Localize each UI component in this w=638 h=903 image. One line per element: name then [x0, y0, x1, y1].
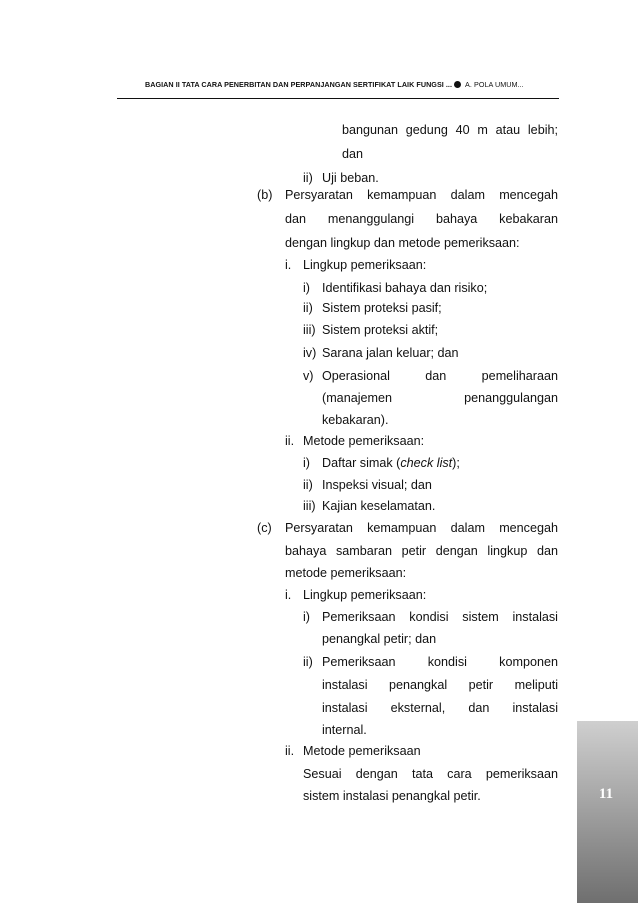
- text-line: kebakaran).: [322, 413, 389, 427]
- text-line: instalasi penangkal petir meliputi: [322, 678, 558, 692]
- list-marker: ii): [303, 301, 313, 315]
- text-line: instalasi eksternal, dan instalasi: [322, 701, 558, 715]
- list-marker: (b): [257, 188, 273, 202]
- text-line: Persyaratan kemampuan dalam mencegah: [285, 521, 558, 535]
- text-line: (manajemen penanggulangan: [322, 391, 558, 405]
- list-marker: i): [303, 610, 310, 624]
- text-line: metode pemeriksaan:: [285, 566, 407, 580]
- page-number: 11: [598, 786, 614, 802]
- list-marker: ii): [303, 478, 313, 492]
- text-line: dengan lingkup dan metode pemeriksaan:: [285, 236, 520, 250]
- list-marker: i): [303, 456, 310, 470]
- text-line: Lingkup pemeriksaan:: [303, 258, 427, 272]
- bullet-icon: [454, 81, 461, 88]
- list-marker: ii): [303, 655, 313, 669]
- text-line: bangunan gedung 40 m atau lebih;: [342, 123, 558, 137]
- text-line: Sarana jalan keluar; dan: [322, 346, 459, 360]
- list-marker: iv): [303, 346, 317, 360]
- text-span: Daftar simak (: [322, 456, 401, 470]
- text-line: bahaya sambaran petir dengan lingkup dan: [285, 544, 558, 558]
- list-marker: i.: [285, 588, 292, 602]
- text-line: [322, 455, 460, 471]
- text-line: Sistem proteksi aktif;: [322, 323, 439, 337]
- text-line: Sistem proteksi pasif;: [322, 301, 442, 315]
- text-line: internal.: [322, 723, 367, 737]
- text-line: dan: [342, 147, 364, 161]
- list-marker: ii.: [285, 744, 295, 758]
- running-header: [145, 80, 555, 94]
- list-marker: v): [303, 369, 314, 383]
- text-line: Metode pemeriksaan:: [303, 434, 425, 448]
- text-line: Sesuai dengan tata cara pemeriksaan: [303, 767, 558, 781]
- text-line: Lingkup pemeriksaan:: [303, 588, 427, 602]
- text-line: Kajian keselamatan.: [322, 499, 436, 513]
- text-line: Pemeriksaan kondisi sistem instalasi: [322, 610, 558, 624]
- list-marker: iii): [303, 323, 316, 337]
- text-line: Pemeriksaan kondisi komponen: [322, 655, 558, 669]
- text-line: Metode pemeriksaan: [303, 744, 421, 758]
- list-marker: iii): [303, 499, 316, 513]
- text-line: penangkal petir; dan: [322, 632, 437, 646]
- text-span: );: [452, 456, 460, 470]
- text-line: Identifikasi bahaya dan risiko;: [322, 281, 488, 295]
- header-right-text: A. POLA UMUM...: [465, 80, 524, 89]
- text-line: Inspeksi visual; dan: [322, 478, 432, 492]
- italic-term: check list: [400, 456, 453, 470]
- list-marker: i): [303, 281, 310, 295]
- text-line: Uji beban.: [322, 171, 379, 185]
- text-line: sistem instalasi penangkal petir.: [303, 789, 481, 803]
- list-marker: (c): [257, 521, 272, 535]
- header-rule: [117, 98, 559, 99]
- text-line: Persyaratan kemampuan dalam mencegah: [285, 188, 558, 202]
- header-left-text: BAGIAN II TATA CARA PENERBITAN DAN PERPANJANGAN SERTIFIKAT LAIK FUNGSI ...: [145, 80, 453, 89]
- list-marker: i.: [285, 258, 292, 272]
- list-marker: ii): [303, 171, 313, 185]
- page-tab: [577, 721, 638, 903]
- list-marker: ii.: [285, 434, 295, 448]
- text-line: dan menanggulangi bahaya kebakaran: [285, 212, 558, 226]
- text-line: Operasional dan pemeliharaan: [322, 369, 558, 383]
